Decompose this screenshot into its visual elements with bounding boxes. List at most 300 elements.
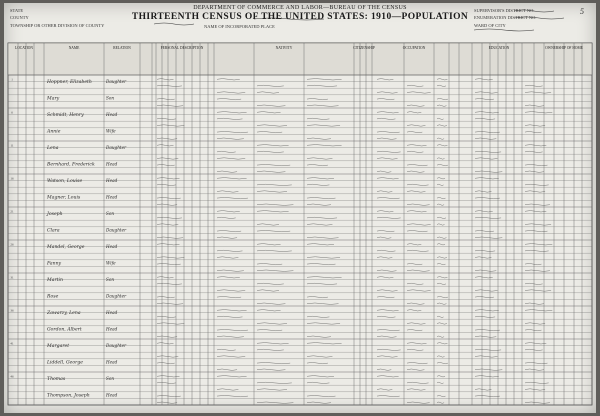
handwriting-stroke xyxy=(407,263,422,264)
handwriting-stroke xyxy=(157,204,177,205)
handwriting-stroke xyxy=(257,270,293,271)
handwriting-stroke xyxy=(217,79,240,80)
column-header-label: RELATION xyxy=(113,46,131,50)
handwriting-stroke xyxy=(307,395,336,396)
handwriting-stroke xyxy=(307,277,342,278)
entry-relation: Daughter xyxy=(106,227,127,233)
handwriting-stroke xyxy=(475,112,499,113)
handwriting-stroke xyxy=(475,296,494,297)
handwriting-stroke xyxy=(377,257,392,258)
handwriting-stroke xyxy=(257,303,285,304)
census-title: THIRTEENTH CENSUS OF THE UNITED STATES: 1910—POPULATION xyxy=(131,12,469,22)
handwriting-stroke xyxy=(475,92,498,93)
handwriting-stroke xyxy=(307,125,340,126)
handwriting-stroke xyxy=(475,178,499,179)
line-number: 41 xyxy=(10,341,14,346)
handwriting-stroke xyxy=(377,329,400,330)
handwriting-stroke xyxy=(525,184,549,185)
handwriting-stroke xyxy=(307,204,331,205)
handwriting-stroke xyxy=(257,125,287,126)
handwriting-stroke xyxy=(407,323,425,324)
entry-name: Schmidt, Henry xyxy=(47,113,84,119)
handwriting-stroke xyxy=(475,197,500,198)
handwriting-stroke xyxy=(407,131,422,132)
census-grid xyxy=(4,3,596,413)
handwriting-stroke xyxy=(307,402,331,403)
handwriting-stroke xyxy=(475,171,502,172)
handwriting-stroke xyxy=(157,362,175,363)
handwriting-stroke xyxy=(475,138,496,139)
handwriting-stroke xyxy=(437,217,446,218)
handwriting-stroke xyxy=(525,263,542,264)
handwriting-stroke xyxy=(257,389,287,390)
handwriting-stroke xyxy=(525,343,546,344)
handwriting-stroke xyxy=(377,296,394,297)
column-header-label: OWNERSHIP OF HOME xyxy=(545,46,583,50)
line-number: 1 xyxy=(11,77,13,82)
handwriting-stroke xyxy=(257,263,282,264)
handwriting-stroke xyxy=(377,171,391,172)
handwriting-stroke xyxy=(217,376,247,377)
handwriting-stroke xyxy=(377,277,393,278)
handwriting-stroke xyxy=(377,112,399,113)
handwriting-stroke xyxy=(307,197,336,198)
handwriting-stroke xyxy=(437,316,444,317)
form-border xyxy=(8,43,592,405)
handwriting-stroke xyxy=(377,217,401,218)
handwriting-stroke xyxy=(307,178,334,179)
entry-name: Thomas xyxy=(47,377,66,383)
handwriting-stroke xyxy=(407,164,428,165)
handwriting-stroke xyxy=(525,303,544,304)
handwriting-stroke xyxy=(257,164,290,165)
handwriting-stroke xyxy=(525,211,546,212)
handwriting-stroke xyxy=(217,178,247,179)
entry-name: Fanny xyxy=(47,261,62,267)
entry-relation: Son xyxy=(106,95,115,101)
entry-relation: Daughter xyxy=(106,145,127,151)
handwriting-stroke xyxy=(407,85,423,86)
handwriting-stroke xyxy=(377,118,395,119)
handwriting-stroke xyxy=(257,329,282,330)
handwriting-stroke xyxy=(217,310,247,311)
entry-relation: Head xyxy=(106,194,118,200)
entry-name: Magner, Louis xyxy=(47,195,81,201)
handwriting-stroke xyxy=(307,244,334,245)
handwriting-stroke xyxy=(217,131,248,132)
township-label: TOWNSHIP OR OTHER DIVISION OF COUNTY xyxy=(10,23,105,28)
handwriting-stroke xyxy=(475,98,494,99)
handwriting-stroke xyxy=(525,270,550,271)
handwriting-stroke xyxy=(437,105,446,106)
handwriting-stroke xyxy=(217,138,244,139)
handwriting-stroke xyxy=(407,184,429,185)
handwriting-stroke xyxy=(157,343,174,344)
line-number: 26 xyxy=(10,242,14,247)
handwriting-stroke xyxy=(307,79,342,80)
handwriting-stroke xyxy=(525,323,545,324)
handwriting-stroke xyxy=(217,290,245,291)
handwriting-stroke xyxy=(475,257,492,258)
handwriting-stroke xyxy=(217,237,237,238)
handwriting-stroke xyxy=(217,257,238,258)
handwriting-stroke xyxy=(307,85,337,86)
handwriting-stroke xyxy=(475,389,492,390)
handwriting-stroke xyxy=(437,296,448,297)
handwriting-stroke xyxy=(437,98,448,99)
handwriting-stroke xyxy=(307,98,328,99)
handwriting-stroke xyxy=(407,389,425,390)
handwriting-stroke xyxy=(157,145,174,146)
handwriting-stroke xyxy=(217,230,241,231)
handwriting-stroke xyxy=(157,237,183,238)
handwriting-stroke xyxy=(307,158,332,159)
handwriting-stroke xyxy=(437,224,445,225)
handwriting-stroke xyxy=(525,329,542,330)
handwriting-stroke xyxy=(217,329,248,330)
handwriting-stroke xyxy=(257,382,292,383)
handwriting-stroke xyxy=(437,145,447,146)
handwriting-stroke xyxy=(407,191,425,192)
handwriting-stroke xyxy=(437,283,446,284)
handwriting-stroke xyxy=(525,171,544,172)
handwriting-stroke xyxy=(157,382,176,383)
entry-name: Margaret xyxy=(47,344,70,350)
entry-relation: Son xyxy=(106,376,115,382)
handwriting-stroke xyxy=(407,343,427,344)
handwriting-stroke xyxy=(157,277,174,278)
handwriting-stroke xyxy=(217,270,244,271)
handwriting-stroke xyxy=(257,191,287,192)
line-number: 11 xyxy=(10,143,14,148)
handwriting-stroke xyxy=(257,402,293,403)
handwriting-stroke xyxy=(437,184,444,185)
handwriting-stroke xyxy=(437,138,444,139)
handwriting-stroke xyxy=(157,296,175,297)
handwriting-stroke xyxy=(307,323,340,324)
handwriting-stroke xyxy=(407,362,428,363)
handwriting-stroke xyxy=(157,85,182,86)
entry-name: Mandel, George xyxy=(47,245,85,251)
handwriting-stroke xyxy=(475,329,500,330)
line-number: 31 xyxy=(10,275,14,280)
handwriting-stroke xyxy=(257,343,289,344)
handwriting-stroke xyxy=(377,138,397,139)
handwriting-stroke xyxy=(257,224,279,225)
handwriting-stroke xyxy=(157,79,174,80)
handwriting-stroke xyxy=(377,395,400,396)
handwriting-stroke xyxy=(217,336,244,337)
handwriting-stroke xyxy=(217,92,245,93)
handwriting-stroke xyxy=(525,389,545,390)
handwriting-stroke xyxy=(307,164,328,165)
census-sheet xyxy=(4,3,596,413)
handwriting-stroke xyxy=(157,118,176,119)
header-handwriting xyxy=(254,18,324,20)
handwriting-stroke xyxy=(377,349,401,350)
handwriting-stroke xyxy=(407,125,425,126)
handwriting-stroke xyxy=(217,356,245,357)
entry-name: Mary xyxy=(47,96,60,102)
handwriting-stroke xyxy=(157,184,176,185)
handwriting-stroke xyxy=(377,250,395,251)
handwriting-stroke xyxy=(407,105,424,106)
handwriting-stroke xyxy=(257,112,281,113)
entry-relation: Daughter xyxy=(106,293,127,299)
handwriting-stroke xyxy=(377,356,398,357)
handwriting-stroke xyxy=(157,323,184,324)
handwriting-stroke xyxy=(217,349,236,350)
handwriting-stroke xyxy=(157,197,181,198)
handwriting-stroke xyxy=(257,349,284,350)
header-handwriting xyxy=(474,29,534,31)
entry-relation: Head xyxy=(106,112,118,118)
handwriting-stroke xyxy=(257,369,285,370)
handwriting-stroke xyxy=(437,395,446,396)
handwriting-stroke xyxy=(307,382,329,383)
handwriting-stroke xyxy=(217,98,241,99)
handwriting-stroke xyxy=(157,263,181,264)
handwriting-stroke xyxy=(307,263,336,264)
handwriting-stroke xyxy=(437,343,447,344)
entry-name: Watson, Louise xyxy=(47,179,83,185)
handwriting-stroke xyxy=(437,257,447,258)
handwriting-stroke xyxy=(407,211,427,212)
entry-relation: Son xyxy=(106,277,115,283)
handwriting-stroke xyxy=(525,125,545,126)
handwriting-stroke xyxy=(257,211,289,212)
entry-name: Annie xyxy=(47,129,61,135)
entry-name: Rose xyxy=(47,294,59,300)
handwriting-stroke xyxy=(407,382,429,383)
handwriting-stroke xyxy=(437,376,445,377)
handwriting-stroke xyxy=(475,237,502,238)
handwriting-stroke xyxy=(525,290,551,291)
handwriting-stroke xyxy=(217,191,238,192)
handwriting-stroke xyxy=(257,131,282,132)
handwriting-stroke xyxy=(307,138,331,139)
handwriting-stroke xyxy=(157,125,184,126)
handwriting-stroke xyxy=(407,349,423,350)
handwriting-stroke xyxy=(525,310,552,311)
handwriting-stroke xyxy=(475,131,500,132)
handwriting-stroke xyxy=(407,151,423,152)
handwriting-stroke xyxy=(407,230,428,231)
handwriting-stroke xyxy=(257,362,290,363)
handwriting-stroke xyxy=(217,171,237,172)
handwriting-stroke xyxy=(217,250,243,251)
handwriting-stroke xyxy=(407,145,427,146)
handwriting-stroke xyxy=(475,336,496,337)
handwriting-stroke xyxy=(437,158,445,159)
handwriting-stroke xyxy=(525,244,552,245)
handwriting-stroke xyxy=(377,336,397,337)
entry-name: Joseph xyxy=(47,212,63,218)
handwriting-stroke xyxy=(407,283,423,284)
column-header-label: NAME xyxy=(68,46,80,50)
column-header-label: CITIZENSHIP xyxy=(353,46,375,50)
handwriting-stroke xyxy=(475,191,492,192)
entry-name: Hoppner, Elizabeth xyxy=(47,80,92,86)
handwriting-stroke xyxy=(437,362,448,363)
handwriting-stroke xyxy=(437,164,448,165)
handwriting-stroke xyxy=(437,118,444,119)
handwriting-stroke xyxy=(257,92,279,93)
column-header-label: LOCATION xyxy=(15,46,33,50)
handwriting-stroke xyxy=(525,145,546,146)
handwriting-stroke xyxy=(525,92,551,93)
handwriting-stroke xyxy=(377,369,391,370)
handwriting-stroke xyxy=(437,125,447,126)
entry-relation: Head xyxy=(106,326,118,332)
handwriting-stroke xyxy=(407,369,424,370)
header-handwriting xyxy=(514,17,564,19)
handwriting-stroke xyxy=(217,389,238,390)
handwriting-stroke xyxy=(377,310,399,311)
handwriting-stroke xyxy=(257,290,279,291)
entry-relation: Head xyxy=(106,310,118,316)
handwriting-stroke xyxy=(525,105,544,106)
handwriting-stroke xyxy=(377,376,399,377)
handwriting-stroke xyxy=(407,244,421,245)
supervisor-label: SUPERVISOR'S DISTRICT NO. xyxy=(474,8,535,13)
handwriting-stroke xyxy=(157,217,182,218)
handwriting-stroke xyxy=(307,343,342,344)
handwriting-stroke xyxy=(307,105,339,106)
handwriting-stroke xyxy=(377,211,393,212)
entry-relation: Daughter xyxy=(106,343,127,349)
handwriting-stroke xyxy=(157,105,183,106)
handwriting-stroke xyxy=(157,336,177,337)
handwriting-stroke xyxy=(307,224,332,225)
handwriting-stroke xyxy=(475,151,501,152)
handwriting-stroke xyxy=(377,237,391,238)
handwriting-stroke xyxy=(257,204,293,205)
handwriting-stroke xyxy=(407,171,424,172)
handwriting-stroke xyxy=(377,158,398,159)
handwriting-stroke xyxy=(377,230,394,231)
handwriting-stroke xyxy=(407,112,421,113)
entry-name: Liddell, George xyxy=(47,360,83,366)
handwriting-stroke xyxy=(157,98,175,99)
handwriting-stroke xyxy=(307,145,342,146)
handwriting-stroke xyxy=(377,79,393,80)
handwriting-stroke xyxy=(217,211,240,212)
handwriting-stroke xyxy=(475,158,498,159)
handwriting-stroke xyxy=(407,303,424,304)
handwriting-stroke xyxy=(407,310,421,311)
handwriting-stroke xyxy=(437,237,446,238)
handwriting-stroke xyxy=(157,138,177,139)
line-number: 21 xyxy=(10,209,14,214)
handwriting-stroke xyxy=(475,395,500,396)
handwriting-stroke xyxy=(377,178,399,179)
handwriting-stroke xyxy=(157,395,181,396)
handwriting-stroke xyxy=(307,118,329,119)
handwriting-stroke xyxy=(257,145,289,146)
handwriting-stroke xyxy=(377,98,394,99)
handwriting-stroke xyxy=(307,217,337,218)
handwriting-stroke xyxy=(307,296,328,297)
handwriting-stroke xyxy=(525,369,544,370)
handwriting-stroke xyxy=(257,244,281,245)
handwriting-stroke xyxy=(257,105,285,106)
enumeration-label: ENUMERATION DISTRICT NO. xyxy=(474,15,537,20)
handwriting-stroke xyxy=(475,369,502,370)
column-header-label: NATIVITY xyxy=(275,46,293,50)
handwriting-stroke xyxy=(407,329,422,330)
handwriting-stroke xyxy=(257,323,287,324)
handwriting-stroke xyxy=(407,224,431,225)
handwriting-stroke xyxy=(157,164,175,165)
handwriting-stroke xyxy=(437,336,444,337)
handwriting-stroke xyxy=(525,112,552,113)
handwriting-stroke xyxy=(437,356,445,357)
handwriting-stroke xyxy=(475,270,496,271)
handwriting-stroke xyxy=(217,369,237,370)
handwriting-stroke xyxy=(157,283,182,284)
handwriting-stroke xyxy=(307,303,339,304)
entry-relation: Son xyxy=(106,211,115,217)
line-number: 16 xyxy=(10,176,14,181)
column-header-label: PERSONAL DESCRIPTION xyxy=(160,46,204,50)
handwriting-stroke xyxy=(157,257,184,258)
handwriting-stroke xyxy=(407,92,431,93)
handwriting-stroke xyxy=(437,178,445,179)
handwriting-stroke xyxy=(307,184,329,185)
handwriting-stroke xyxy=(407,250,429,251)
handwriting-stroke xyxy=(217,158,245,159)
handwriting-stroke xyxy=(307,376,334,377)
handwriting-stroke xyxy=(257,171,285,172)
handwriting-stroke xyxy=(525,204,550,205)
handwriting-stroke xyxy=(257,85,284,86)
line-number: 46 xyxy=(10,374,14,379)
line-number: 36 xyxy=(10,308,14,313)
entry-name: Bernhard, Frederick xyxy=(47,162,95,168)
department-heading: DEPARTMENT OF COMMERCE AND LABOR—BUREAU OF THE CENSUS xyxy=(193,5,407,11)
handwriting-stroke xyxy=(257,230,290,231)
entry-name: Gordon, Albert xyxy=(47,327,82,333)
handwriting-stroke xyxy=(217,151,236,152)
handwriting-stroke xyxy=(437,402,444,403)
handwriting-stroke xyxy=(525,402,550,403)
handwriting-stroke xyxy=(475,356,498,357)
handwriting-stroke xyxy=(307,237,339,238)
entry-relation: Wife xyxy=(106,260,116,266)
handwriting-stroke xyxy=(157,224,178,225)
handwriting-stroke xyxy=(377,131,400,132)
handwriting-stroke xyxy=(307,336,331,337)
handwriting-stroke xyxy=(475,230,494,231)
handwriting-stroke xyxy=(437,244,445,245)
handwriting-stroke xyxy=(307,356,332,357)
handwriting-stroke xyxy=(407,270,430,271)
handwriting-stroke xyxy=(217,395,248,396)
handwriting-stroke xyxy=(525,250,549,251)
handwriting-stroke xyxy=(475,118,495,119)
entry-name: Zawarzy, Lena xyxy=(47,311,81,317)
entry-relation: Daughter xyxy=(106,79,127,85)
handwriting-stroke xyxy=(377,316,395,317)
handwriting-stroke xyxy=(157,158,178,159)
handwriting-stroke xyxy=(217,316,243,317)
handwriting-stroke xyxy=(525,131,542,132)
column-header-label: EDUCATION xyxy=(488,46,510,50)
handwriting-stroke xyxy=(475,349,501,350)
entry-name: Clara xyxy=(47,228,60,234)
handwriting-stroke xyxy=(407,290,431,291)
